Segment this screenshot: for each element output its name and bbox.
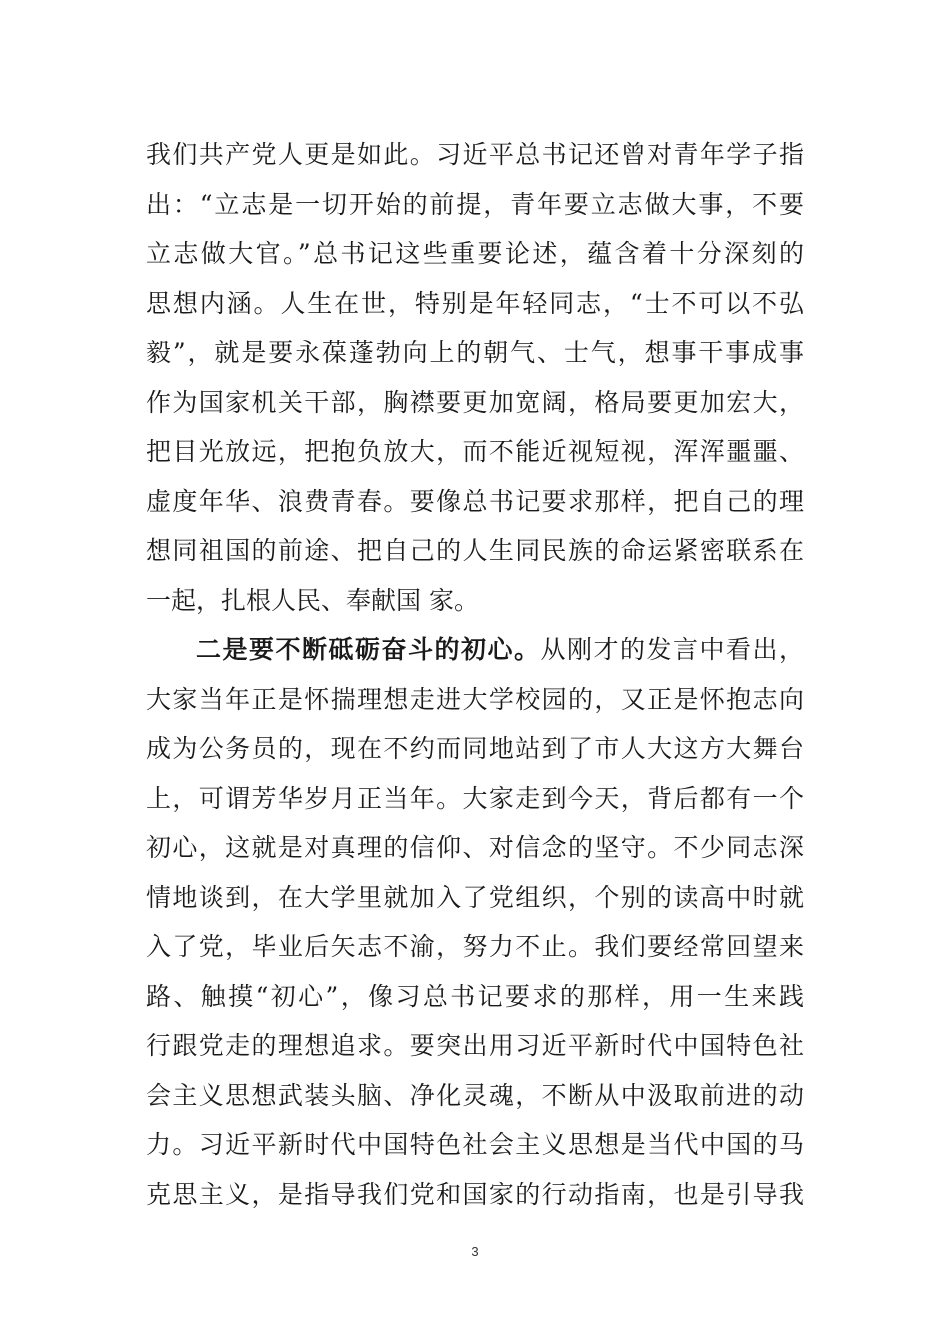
text-span: 从刚才的发言中看出， [540, 635, 804, 664]
text-line: 作为国家机关干部，胸襟要更加宽阔，格局要更加宏大， [146, 387, 804, 417]
text-line: 毅”，就是要永葆蓬勃向上的朝气、士气，想事干事成事 [146, 338, 804, 367]
text-line: 我们共产党人更是如此。习近平总书记还曾对青年学子指 [146, 140, 804, 169]
body-text [146, 130, 804, 1219]
text-line: 上，可谓芳华岁月正当年。大家走到今天，背后都有一个 [146, 783, 804, 813]
paragraph-1 [146, 130, 804, 625]
text-line: 一起，扎根人民、奉献国 家。 [146, 585, 479, 615]
text-line: 成为公务员的，现在不约而同地站到了市人大这方大舞台 [146, 734, 804, 763]
section-heading: 二是要不断砥砺奋斗的初心。 [196, 635, 541, 664]
text-line: 情地谈到，在大学里就加入了党组织，个别的读高中时就 [146, 882, 804, 912]
paragraph-2 [146, 625, 804, 1219]
text-line: 大家当年正是怀揣理想走进大学校园的，又正是怀抱志向 [146, 684, 804, 714]
page-number: 3 [471, 1244, 479, 1259]
text-line: 把目光放远，把抱负放大，而不能近视短视，浑浑噩噩、 [146, 437, 804, 466]
text-line: 行跟党走的理想追求。要突出用习近平新时代中国特色社 [146, 1031, 804, 1060]
paragraph-2-first-line [146, 625, 804, 675]
text-line: 立志做大官。”总书记这些重要论述，蕴含着十分深刻的 [146, 239, 804, 268]
text-line: 思想内涵。人生在世，特别是年轻同志，“士不可以不弘 [146, 288, 804, 318]
text-line: 克思主义，是指导我们党和国家的行动指南，也是引导我 [146, 1179, 804, 1209]
text-line: 虚度年华、浪费青春。要像总书记要求那样，把自己的理 [146, 486, 804, 516]
text-line: 力。习近平新时代中国特色社会主义思想是当代中国的马 [146, 1130, 804, 1159]
text-line: 会主义思想武装头脑、净化灵魂，不断从中汲取前进的动 [146, 1080, 804, 1110]
text-line: 初心，这就是对真理的信仰、对信念的坚守。不少同志深 [146, 833, 804, 862]
text-line: 想同祖国的前途、把自己的人生同民族的命运紧密联系在 [146, 536, 804, 565]
text-line: 入了党，毕业后矢志不渝，努力不止。我们要经常回望来 [146, 932, 804, 961]
text-line: 出：“立志是一切开始的前提，青年要立志做大事，不要 [146, 189, 804, 219]
text-line: 路、触摸“初心”，像习总书记要求的那样，用一生来践 [146, 981, 804, 1011]
